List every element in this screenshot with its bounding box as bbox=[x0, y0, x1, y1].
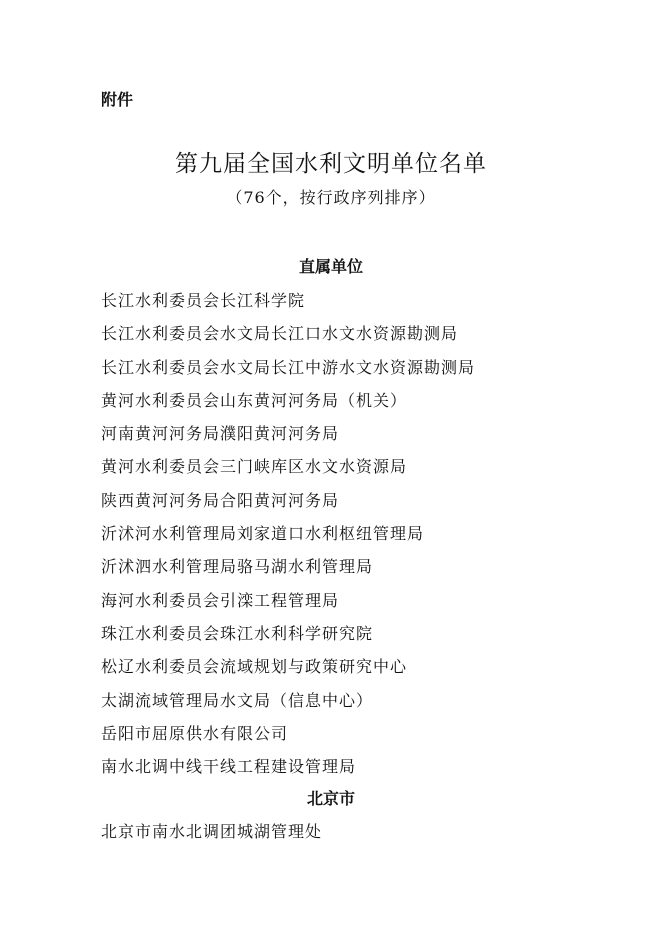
list-item: 太湖流域管理局水文局（信息中心） bbox=[101, 690, 374, 710]
list-item: 长江水利委员会长江科学院 bbox=[101, 291, 306, 310]
list-item: 长江水利委员会水文局长江口水文水资源勘测局 bbox=[101, 324, 459, 344]
list-item: 黄河水利委员会三门峡库区水文水资源局 bbox=[101, 457, 408, 477]
list-item: 北京市南水北调团城湖管理处 bbox=[101, 822, 323, 841]
unit-list-direct-units bbox=[101, 284, 475, 783]
list-item: 河南黄河河务局濮阳黄河河务局 bbox=[101, 424, 340, 444]
list-item: 南水北调中线干线工程建设管理局 bbox=[101, 757, 357, 777]
list-item: 沂沭泗水利管理局骆马湖水利管理局 bbox=[101, 557, 374, 577]
document-title: 第九届全国水利文明单位名单 bbox=[175, 151, 487, 177]
list-item: 海河水利委员会引滦工程管理局 bbox=[101, 590, 340, 610]
document-subtitle: （76个，按行政序列排序） bbox=[226, 188, 436, 207]
attachment-label: 附件 bbox=[101, 90, 134, 109]
list-item: 岳阳市屈原供水有限公司 bbox=[101, 723, 289, 743]
list-item: 黄河水利委员会山东黄河河务局（机关） bbox=[101, 390, 408, 410]
list-item: 沂沭河水利管理局刘家道口水利枢纽管理局 bbox=[101, 524, 425, 544]
list-item: 长江水利委员会水文局长江中游水文水资源勘测局 bbox=[101, 357, 476, 377]
list-item: 陕西黄河河务局合阳黄河河务局 bbox=[101, 490, 340, 510]
list-item: 松辽水利委员会流域规划与政策研究中心 bbox=[101, 657, 408, 677]
section-heading-direct-units: 直属单位 bbox=[298, 257, 363, 276]
section-heading-beijing: 北京市 bbox=[306, 789, 355, 808]
list-item: 珠江水利委员会珠江水利科学研究院 bbox=[101, 623, 374, 643]
unit-list-beijing bbox=[101, 815, 322, 848]
